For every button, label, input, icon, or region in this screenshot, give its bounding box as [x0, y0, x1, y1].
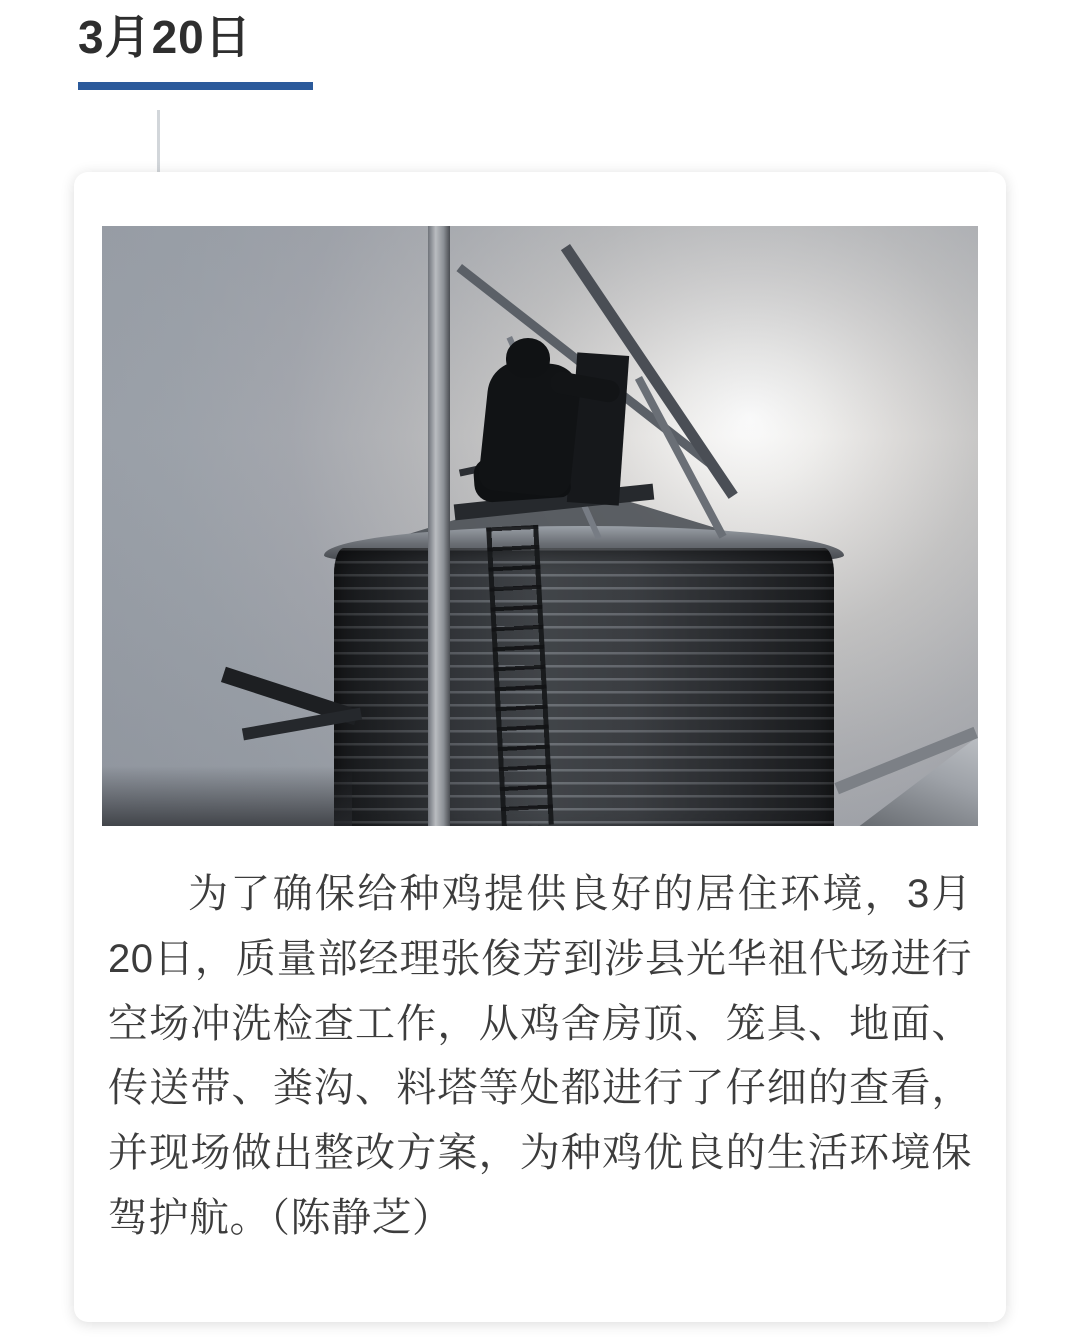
page-title: 3月20日: [78, 11, 252, 63]
date-heading-block: [78, 8, 378, 90]
article-photo[interactable]: [102, 226, 978, 826]
title-underline: [78, 82, 313, 90]
article-body-text: 为了确保给种鸡提供良好的居住环境，3月20日，质量部经理张俊芳到涉县光华祖代场进行空场冲洗检查工作，从鸡舍房顶、笼具、地面、传送带、粪沟、料塔等处都进行了仔细的查看，并现场做出整改方案，为种鸡优良的生活环境保驾护航。（陈静芝）: [108, 872, 972, 1240]
photo-vertical-pipe: [428, 226, 450, 826]
photo-worker-head: [506, 338, 550, 378]
photo-ground-shadow: [102, 766, 352, 826]
photo-feed-silo: [334, 548, 834, 826]
article-card: [74, 172, 1006, 1322]
